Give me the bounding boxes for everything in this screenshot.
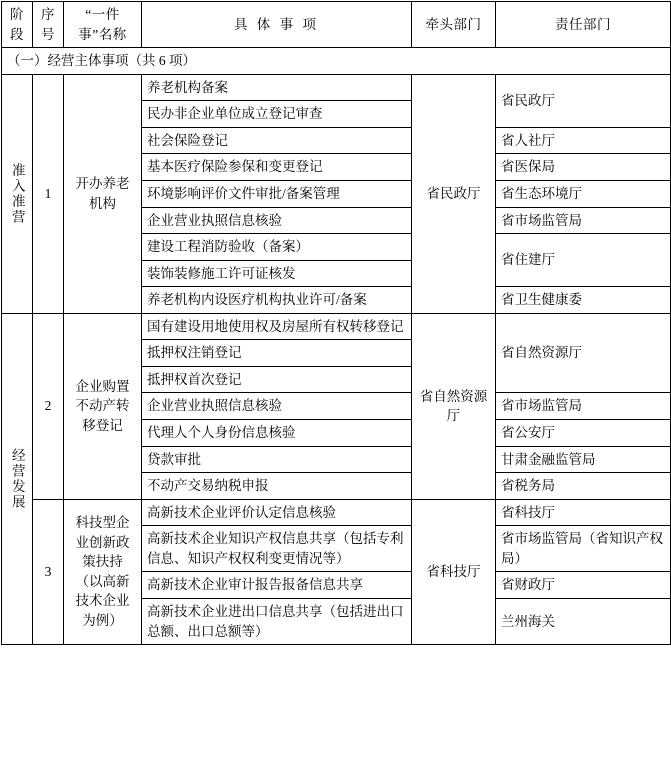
header-resp [496, 2, 671, 48]
responsible-department-cell: 省自然资源厅 [496, 313, 671, 393]
specific-item-cell: 代理人个人身份信息核验 [142, 420, 412, 447]
specific-item-cell: 抵押权首次登记 [142, 366, 412, 393]
responsible-department-cell: 省公安厅 [496, 420, 671, 447]
responsible-department-cell: 省财政厅 [496, 572, 671, 599]
responsible-department-cell: 省税务局 [496, 473, 671, 500]
header-seq-label: 序号 [41, 7, 55, 42]
sequence-cell: 2 [33, 313, 64, 499]
responsible-department-cell: 省民政厅 [496, 74, 671, 127]
responsible-department-cell: 省住建厅 [496, 234, 671, 287]
header-stage-label: 阶段 [10, 7, 24, 42]
responsible-department-cell: 兰州海关 [496, 598, 671, 644]
specific-item-cell: 基本医疗保险参保和变更登记 [142, 154, 412, 181]
responsible-department-cell: 省人社厅 [496, 127, 671, 154]
section-title: （一）经营主体事项（共 6 项） [2, 48, 671, 75]
section-title-row [2, 48, 671, 75]
table-body [2, 48, 671, 645]
specific-item-cell: 高新技术企业进出口信息共享（包括进出口总额、出口总额等） [142, 598, 412, 644]
responsible-department-cell: 甘肃金融监管局 [496, 446, 671, 473]
responsible-department-cell: 省科技厅 [496, 499, 671, 526]
one-thing-matters-table [1, 1, 671, 645]
table-row [2, 313, 671, 340]
one-thing-name-cell: 开办养老机构 [64, 74, 142, 313]
header-item [142, 2, 412, 48]
specific-item-cell: 不动产交易纳税申报 [142, 473, 412, 500]
sequence-cell: 3 [33, 499, 64, 644]
header-stage [2, 2, 33, 48]
lead-department-cell: 省自然资源厅 [412, 313, 496, 499]
header-lead-label: 牵头部门 [425, 16, 482, 32]
specific-item-cell: 贷款审批 [142, 446, 412, 473]
responsible-department-cell: 省市场监管局 [496, 393, 671, 420]
specific-item-cell: 民办非企业单位成立登记审查 [142, 101, 412, 128]
one-thing-name-cell: 科技型企业创新政策扶持（以高新技术企业为例） [64, 499, 142, 644]
header-lead [412, 2, 496, 48]
specific-item-cell: 养老机构备案 [142, 74, 412, 101]
table-header [2, 2, 671, 48]
header-item-label: 具 体 事 项 [233, 16, 320, 32]
specific-item-cell: 抵押权注销登记 [142, 340, 412, 367]
header-resp-label: 责任部门 [555, 16, 611, 32]
table-row [2, 499, 671, 526]
header-name [64, 2, 142, 48]
one-thing-name-cell: 企业购置不动产转移登记 [64, 313, 142, 499]
responsible-department-cell: 省卫生健康委 [496, 287, 671, 314]
stage-cell [2, 313, 33, 644]
specific-item-cell: 环境影响评价文件审批/备案管理 [142, 180, 412, 207]
responsible-department-cell: 省医保局 [496, 154, 671, 181]
responsible-department-cell: 省市场监管局 [496, 207, 671, 234]
document-page [0, 1, 671, 779]
header-name-label: “一件事”名称 [78, 7, 127, 42]
header-row [2, 2, 671, 48]
specific-item-cell: 建设工程消防验收（备案） [142, 234, 412, 261]
responsible-department-cell: 省市场监管局（省知识产权局） [496, 526, 671, 572]
table-row [2, 74, 671, 101]
stage-label: 经营发展 [9, 447, 25, 510]
specific-item-cell: 国有建设用地使用权及房屋所有权转移登记 [142, 313, 412, 340]
header-seq [33, 2, 64, 48]
specific-item-cell: 高新技术企业评价认定信息核验 [142, 499, 412, 526]
lead-department-cell: 省科技厅 [412, 499, 496, 644]
sequence-cell: 1 [33, 74, 64, 313]
specific-item-cell: 高新技术企业知识产权信息共享（包括专利信息、知识产权权利变更情况等） [142, 526, 412, 572]
specific-item-cell: 社会保险登记 [142, 127, 412, 154]
stage-cell [2, 74, 33, 313]
responsible-department-cell: 省生态环境厅 [496, 180, 671, 207]
specific-item-cell: 高新技术企业审计报告报备信息共享 [142, 572, 412, 599]
lead-department-cell: 省民政厅 [412, 74, 496, 313]
specific-item-cell: 养老机构内设医疗机构执业许可/备案 [142, 287, 412, 314]
specific-item-cell: 装饰装修施工许可证核发 [142, 260, 412, 287]
specific-item-cell: 企业营业执照信息核验 [142, 393, 412, 420]
specific-item-cell: 企业营业执照信息核验 [142, 207, 412, 234]
stage-label: 准入准营 [9, 162, 25, 225]
